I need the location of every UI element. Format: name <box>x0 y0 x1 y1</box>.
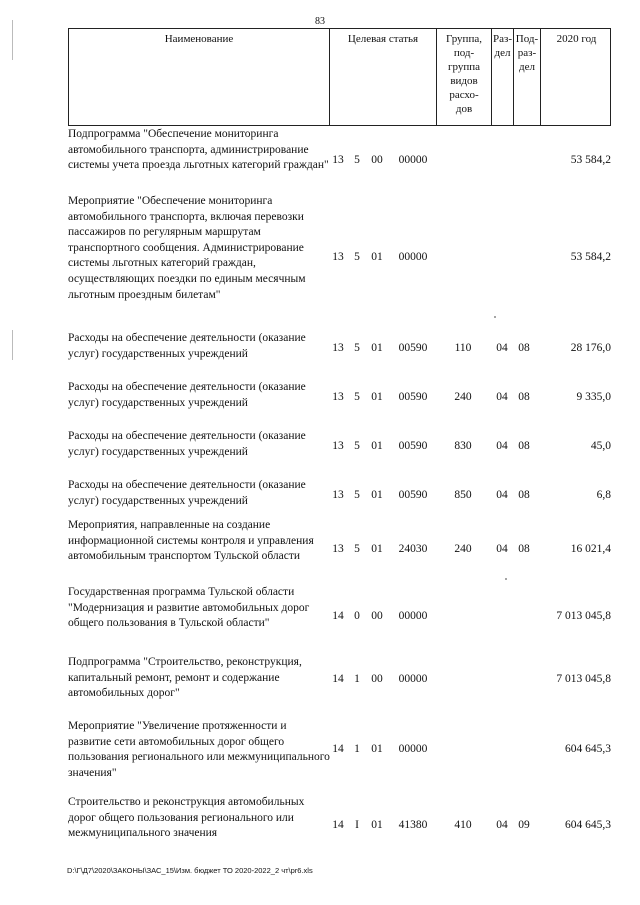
row-name: Подпрограмма "Строительство, реконструкция, капитальный ремонт, ремонт и содержание автомобильных дорог" <box>68 656 302 700</box>
code-1: 13 <box>332 251 344 263</box>
code-1: 13 <box>332 440 344 452</box>
code-4: 00590 <box>398 342 428 354</box>
row-name: Расходы на обеспечение деятельности (оказание услуг) государственных учреждений <box>68 430 306 458</box>
razdel-code: 04 <box>496 391 508 403</box>
amount: 9 335,0 <box>576 391 611 403</box>
row-name: Мероприятие "Обеспечение мониторинга автомобильного транспорта, включая перевозки пассажиров по регулярным маршрутам транспортного сообщения. Администрирование системы льготных категорий граждан, осуществляющих поездки по единым месячным льготным проездным билетам" <box>68 195 306 301</box>
podrazdel-code: 08 <box>518 543 530 555</box>
code-4: 24030 <box>398 543 428 555</box>
header-target: Целевая статья <box>329 29 436 125</box>
code-4: 00000 <box>398 743 428 755</box>
code-1: 14 <box>332 743 344 755</box>
code-2: I <box>355 819 359 831</box>
row-name: Государственная программа Тульской области "Модернизация и развитие автомобильных дорог общего пользования в Тульской области" <box>68 586 310 630</box>
podrazdel-code: 08 <box>518 440 530 452</box>
code-3: 00 <box>371 610 383 622</box>
code-1: 14 <box>332 673 344 685</box>
file-path-footer: D:\Г\Д7\2020\ЗАКОНЫ\ЗАС_15\Изм. бюджет ТО 2020-2022_2 чт\pr6.xls <box>67 866 313 875</box>
razdel-code: 04 <box>496 489 508 501</box>
code-4: 00000 <box>398 251 428 263</box>
code-4: 00000 <box>398 673 428 685</box>
row-name: Мероприятие "Увеличение протяженности и развитие сети автомобильных дорог общего пользования регионального или межмуниципального значения" <box>68 720 330 779</box>
code-3: 01 <box>371 342 383 354</box>
stray-dot <box>494 316 496 318</box>
podrazdel-code: 09 <box>518 819 530 831</box>
code-2: 5 <box>354 342 360 354</box>
row-name: Расходы на обеспечение деятельности (оказание услуг) государственных учреждений <box>68 381 306 409</box>
code-2: 1 <box>354 673 360 685</box>
razdel-code: 04 <box>496 819 508 831</box>
code-2: 1 <box>354 743 360 755</box>
code-1: 14 <box>332 610 344 622</box>
code-2: 5 <box>354 251 360 263</box>
group-code: 850 <box>454 489 472 501</box>
group-code: 240 <box>454 543 472 555</box>
code-4: 00590 <box>398 489 428 501</box>
page-number: 83 <box>315 16 325 27</box>
row-name: Подпрограмма "Обеспечение мониторинга автомобильного транспорта, администрирование системы учета проезда льготных категорий граждан" <box>68 128 329 172</box>
amount: 604 645,3 <box>565 743 611 755</box>
razdel-code: 04 <box>496 543 508 555</box>
amount: 7 013 045,8 <box>556 673 611 685</box>
row-name: Мероприятия, направленные на создание информационной системы контроля и управления автомобильным транспортом Тульской области <box>68 519 314 563</box>
amount: 604 645,3 <box>565 819 611 831</box>
code-3: 01 <box>371 440 383 452</box>
amount: 45,0 <box>590 440 611 452</box>
amount: 6,8 <box>596 489 611 501</box>
code-3: 01 <box>371 489 383 501</box>
code-2: 5 <box>354 391 360 403</box>
code-1: 13 <box>332 489 344 501</box>
group-code: 830 <box>454 440 472 452</box>
group-code: 410 <box>454 819 472 831</box>
code-1: 14 <box>332 819 344 831</box>
group-code: 240 <box>454 391 472 403</box>
code-3: 01 <box>371 543 383 555</box>
header-year: 2020 год <box>540 29 612 125</box>
code-4: 00000 <box>398 154 428 166</box>
amount: 53 584,2 <box>570 154 611 166</box>
code-1: 13 <box>332 391 344 403</box>
row-name: Расходы на обеспечение деятельности (оказание услуг) государственных учреждений <box>68 479 306 507</box>
group-code: 110 <box>454 342 472 354</box>
stray-dot <box>505 578 507 580</box>
amount: 7 013 045,8 <box>556 610 611 622</box>
podrazdel-code: 08 <box>518 391 530 403</box>
code-2: 5 <box>354 154 360 166</box>
code-2: 0 <box>354 610 360 622</box>
code-2: 5 <box>354 489 360 501</box>
razdel-code: 04 <box>496 342 508 354</box>
row-name: Расходы на обеспечение деятельности (оказание услуг) государственных учреждений <box>68 332 306 360</box>
table-header <box>68 28 611 126</box>
header-group: Группа, под- группа видов расхо- дов <box>436 29 491 125</box>
code-2: 5 <box>354 440 360 452</box>
code-3: 00 <box>371 673 383 685</box>
code-3: 01 <box>371 819 383 831</box>
amount: 53 584,2 <box>570 251 611 263</box>
code-3: 01 <box>371 251 383 263</box>
razdel-code: 04 <box>496 440 508 452</box>
podrazdel-code: 08 <box>518 489 530 501</box>
header-podrazdel: Под- раз- дел <box>513 29 540 125</box>
code-4: 00590 <box>398 440 428 452</box>
code-1: 13 <box>332 543 344 555</box>
code-3: 01 <box>371 391 383 403</box>
code-4: 00590 <box>398 391 428 403</box>
header-name: Наименование <box>164 33 234 45</box>
code-1: 13 <box>332 154 344 166</box>
header-razdel: Раз- дел <box>491 29 513 125</box>
amount: 28 176,0 <box>570 342 611 354</box>
code-4: 00000 <box>398 610 428 622</box>
margin-mark <box>12 330 13 360</box>
code-2: 5 <box>354 543 360 555</box>
podrazdel-code: 08 <box>518 342 530 354</box>
row-name: Строительство и реконструкция автомобильных дорог общего пользования регионального или межмуниципального значения <box>68 796 305 840</box>
code-3: 00 <box>371 154 383 166</box>
code-3: 01 <box>371 743 383 755</box>
code-1: 13 <box>332 342 344 354</box>
amount: 16 021,4 <box>570 543 611 555</box>
code-4: 41380 <box>398 819 428 831</box>
